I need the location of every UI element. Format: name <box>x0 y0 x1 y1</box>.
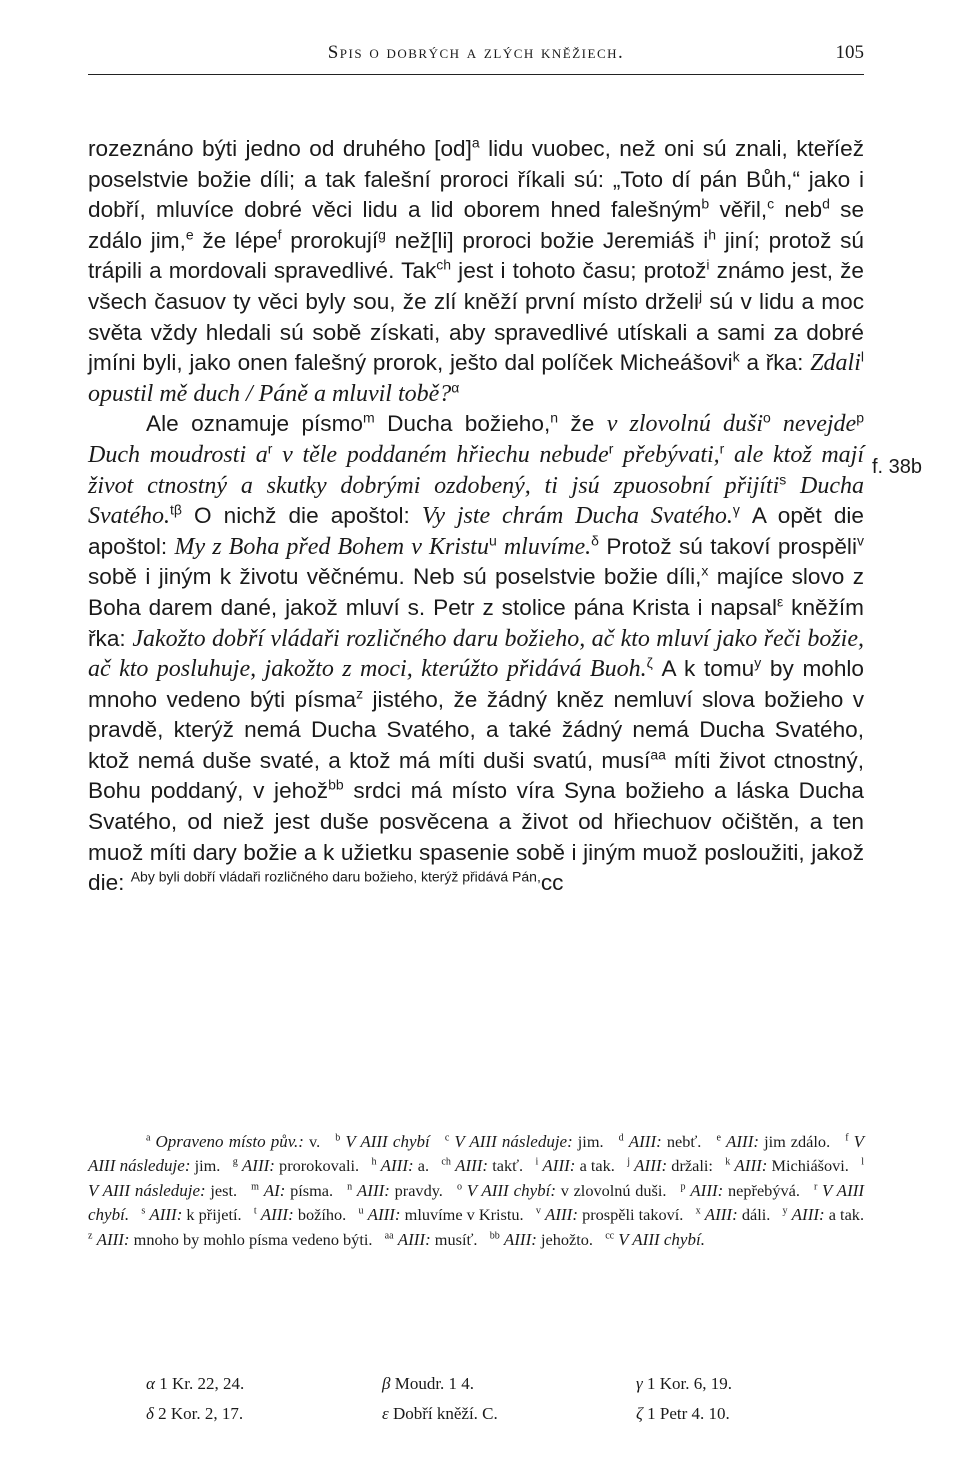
footnote-mark: b <box>335 1132 341 1144</box>
footnote-reading: k přijetí. <box>182 1205 254 1225</box>
footnote-reading: držali: <box>667 1156 726 1176</box>
reference-alpha: α 1 Kr. 22, 24. <box>146 1374 245 1393</box>
footnote-siglum: AIII: <box>397 1229 431 1249</box>
footnote-siglum: AIII: <box>791 1205 825 1225</box>
footnote-reading: Michiášovi. <box>767 1156 862 1176</box>
footnote-siglum: V AIII následuje: <box>88 1180 206 1200</box>
footnote-reading: takť. <box>488 1156 536 1176</box>
footnote-reading: v zlovolnú duši. <box>556 1180 681 1200</box>
critical-apparatus <box>88 1130 877 1252</box>
footnote-mark: d <box>618 1132 624 1144</box>
footnote-reading: božího. <box>293 1205 359 1225</box>
footnote-siglum: AIII: <box>690 1180 724 1200</box>
footnote-mark: j <box>627 1157 631 1169</box>
footnote-mark: bb <box>489 1230 500 1242</box>
footnote-siglum: AIII: <box>544 1205 578 1225</box>
footnote-siglum: AIII: <box>628 1132 662 1151</box>
footnote-mark: r <box>813 1181 818 1193</box>
running-title: Spis o dobrých a zlých kněžiech. <box>327 42 625 63</box>
footnote-siglum: AIII: <box>734 1156 768 1176</box>
footnote-reading: a. <box>413 1156 442 1176</box>
footnote-mark: aa <box>384 1230 394 1242</box>
footnote-siglum: AIII: <box>455 1156 489 1176</box>
footnote-mark: ch <box>441 1157 451 1169</box>
footnote-reading: jim zdálo. <box>759 1132 846 1151</box>
footnote-reading: v. <box>303 1132 336 1151</box>
footnote-reading: prospěli takoví. <box>578 1205 696 1225</box>
footnote-reading: jehožto. <box>536 1229 606 1249</box>
footnote-siglum: V AIII chybí. <box>618 1229 705 1249</box>
footnote-mark: c <box>444 1132 450 1144</box>
footnote-mark: t <box>253 1205 257 1217</box>
paragraph-1: rozeznáno býti jedno od druhého [od]$^a$ lidu vuobec, než oni sú znali, kteříež poselstvie božie díli; a tak falešní proroci říkali sú: „Toto dí pán Bůh,“ jako i dobří, mluvíce dobré věci lidu a lid oborem hned falešným$^b$ věřil,$^c$ neb$^d$ se zdálo jim,$^e$ že lépe$^f$ prorokují$^g$ než[li] proroci božie Jeremiáš $i^h$ jiní; protož sú trápili a mordovali spravedlivé. Tak$^{ch}$ jest i tohoto času; protož$^i$ známo jest, že všech časuov ty věci byly sou, že zlí kněží první místo drželi$^j$ sú v lidu a moc světa vždy hledali sú sobě získati, aby spravedlivé utískali a sami za dobré jmíni byli, jako onen falešný prorok, ješto dal políček Micheášovi$^k$ a řka: Zdali$^l$ opustil mě duch / Páně a mluvil tobě?$^\alpha$ <box>88 134 865 407</box>
footnote-siglum: AIII: <box>704 1205 738 1225</box>
footnote-mark: i <box>535 1157 539 1169</box>
footnote-reading: dáli. <box>737 1205 783 1225</box>
footnote-mark: n <box>347 1181 353 1193</box>
footnote-siglum: AIII: <box>241 1156 275 1176</box>
footnote-siglum: AIII: <box>542 1156 576 1176</box>
footnote-reading: pravdy. <box>389 1180 457 1200</box>
footnote-reading: musíť. <box>430 1229 490 1249</box>
footnote-reading <box>430 1132 445 1151</box>
footnote-mark: s <box>141 1205 146 1217</box>
page-number: 105 <box>835 42 864 63</box>
footnote-siglum: V AIII následuje: <box>88 1132 865 1176</box>
footnote-siglum: V AIII chybí <box>345 1132 430 1151</box>
footnote-siglum: AIII: <box>96 1229 130 1249</box>
footnote-siglum: Opraveno místo pův.: <box>155 1132 304 1151</box>
footnote-mark: m <box>251 1181 260 1193</box>
footnote-siglum: V AIII chybí. <box>88 1180 865 1225</box>
footnote-siglum: AIII: <box>380 1156 414 1176</box>
footnote-mark: a <box>146 1132 151 1144</box>
footnote-mark: o <box>456 1181 462 1193</box>
footnote-list <box>88 1130 877 1252</box>
reference-beta: β Moudr. 1 4. <box>382 1374 475 1393</box>
footnote-reading: a tak. <box>824 1205 877 1225</box>
footnote-reading: prorokovali. <box>274 1156 372 1176</box>
footnote-mark: l <box>861 1157 865 1169</box>
running-header <box>88 34 864 75</box>
footnote-mark: k <box>725 1157 731 1169</box>
footnote-siglum: V AIII následuje: <box>454 1132 573 1151</box>
footnote-mark: f <box>845 1132 849 1144</box>
footnote-mark: g <box>232 1157 238 1169</box>
footnote-siglum: V AIII chybí: <box>466 1180 557 1200</box>
footnote-reading: písma. <box>285 1180 348 1200</box>
footnote-reading: mnoho by mohlo písma vedeno býti. <box>129 1229 385 1249</box>
main-text <box>88 134 864 899</box>
footnote-mark: y <box>782 1205 788 1217</box>
footnote-mark: x <box>695 1205 701 1217</box>
footnote-reading: jim. <box>572 1132 619 1151</box>
footnote-mark: h <box>371 1157 377 1169</box>
footnote-siglum: AIII: <box>356 1180 390 1200</box>
footnote-reading: jest. <box>205 1180 252 1200</box>
footnote-mark: e <box>716 1132 721 1144</box>
footnote-reading: a tak. <box>575 1156 628 1176</box>
footnote-mark: p <box>680 1181 686 1193</box>
footnote-siglum: AIII: <box>726 1132 760 1151</box>
reference-zeta: ζ 1 Petr 4. 10. <box>636 1404 730 1423</box>
reference-delta: δ 2 Kor. 2, 17. <box>146 1404 244 1423</box>
reference-epsilon: ε Dobří kněží. C. <box>382 1404 498 1423</box>
footnote-siglum: AIII: <box>634 1156 668 1176</box>
footnote-reading <box>129 1205 141 1224</box>
footnote-siglum: AIII: <box>503 1229 537 1249</box>
footnote-siglum: AIII: <box>149 1205 183 1225</box>
footnote-reading: nepřebývá. <box>723 1180 814 1200</box>
footnote-mark: z <box>88 1230 93 1242</box>
footnote-mark: v <box>535 1205 541 1217</box>
footnote-reading: jim. <box>190 1156 233 1176</box>
footnote-mark: u <box>358 1205 364 1217</box>
margin-folio-note: f. 38b <box>872 456 923 478</box>
reference-gamma: γ 1 Kor. 6, 19. <box>636 1374 732 1393</box>
footnote-reading: mluvíme v Kristu. <box>400 1205 536 1225</box>
paragraph-2: Ale oznamuje písmo$^m$ Ducha božieho,$^n$ že v zlovolnú duši$^o$ nevejde$^p$ Duch moudrosti $a^r$ v těle poddaném hřiechu nebude$^r$ přebývati,$^r$ ale ktož mají život ctnostný a skutky dobrými ozdobený, ti jsú zpuosobní přijíti$^s$ Ducha Svatého.$^{t\beta}$ O nichž die apoštol: Vy jste chrám Ducha Svatého.$^\gamma$ A opět die apoštol: My z Boha před Bohem v Kristu$^u$ mluvíme.$^\delta$ Protož sú takoví prospěli$^v$ sobě i jiným k životu věčnému. Neb sú poselstvie božie díli,$^x$ majíce slovo z Boha darem dané, jakož mluví s. Petr z stolice pána Krista i napsal$^\varepsilon$ kněžím řka: Jakožto dobří vládaři rozličného daru božieho, ač kto mluví jako řeči božie, ač kto posluhuje, jakožto z moci, kterúžto přidává Buoh.$^\zeta$ A k tomu$^y$ by mohlo mnoho vedeno býti písma$^z$ jistého, že žádný kněz nemluví slova božieho v pravdě, kterýž nemá Ducha Svatého, a také žádný nemá Ducha Svatého, ktož nemá duše svaté, a ktož má míti duši svatú, musí$^{aa}$ míti život ctnostný, Bohu poddaný, v jehož$^{bb}$ srdci má místo víra Syna božieho a láska Ducha Svatého, od niež jest duše posvěcena a život od hřiechuov očištěn, a ten muož míti dary božie a k užietku spasenie sobě i jiným muož posloužiti, jakož die: $^{Aby byli dobří vládaři rozličného daru božieho, kterýž přidává Pán,}$cc <box>88 409 865 896</box>
footnote-reading: nebť. <box>661 1132 717 1151</box>
footnote-siglum: AIII: <box>260 1205 294 1225</box>
footnote-siglum: AI: <box>263 1180 286 1200</box>
footnote-mark: cc <box>605 1230 615 1242</box>
footnote-siglum: AIII: <box>367 1205 401 1225</box>
